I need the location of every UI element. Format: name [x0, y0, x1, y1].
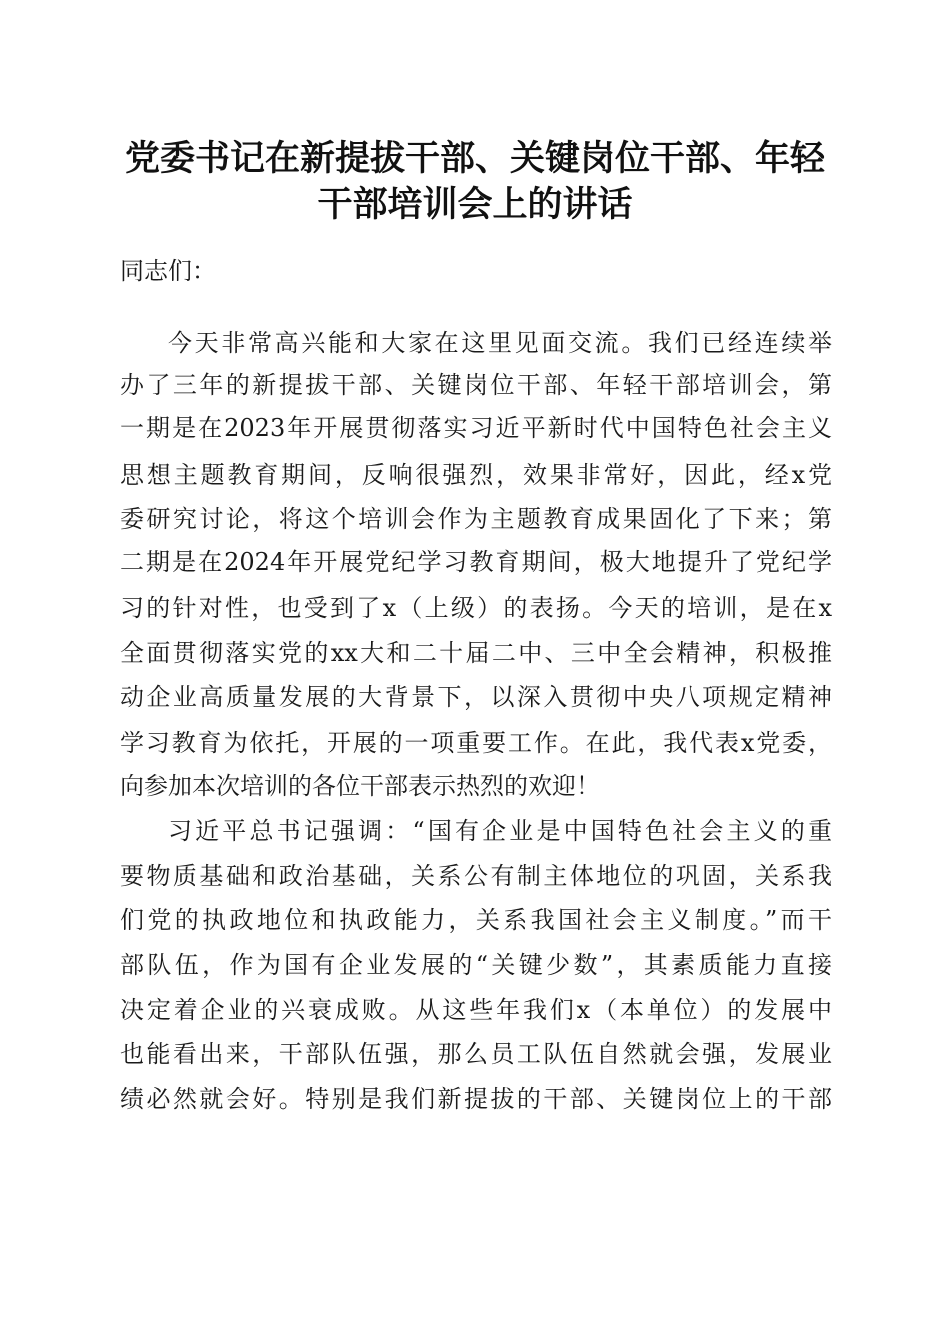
paragraph-1-line: 动企业高质量发展的大背景下，以深入贯彻中央八项规定精神 — [120, 683, 832, 711]
paragraph-1-line: 今天非常高兴能和大家在这里见面交流。我们已经连续举 — [168, 329, 832, 357]
paragraph-2-line: 习近平总书记强调：“国有企业是中国特色社会主义的重 — [168, 817, 832, 845]
paragraph-1-line: 全面贯彻落实党的xx大和二十届二中、三中全会精神，积极推 — [120, 639, 832, 667]
paragraph-1-line: 办了三年的新提拔干部、关键岗位干部、年轻干部培训会，第 — [120, 371, 832, 399]
paragraph-1-line: 二期是在2024年开展党纪学习教育期间，极大地提升了党纪学 — [120, 548, 832, 576]
paragraph-2-line: 也能看出来，干部队伍强，那么员工队伍自然就会强，发展业 — [120, 1040, 832, 1068]
paragraph-1-line: 一期是在2023年开展贯彻落实习近平新时代中国特色社会主义 — [120, 414, 832, 442]
document-title-line-2: 干部培训会上的讲话 — [317, 184, 633, 225]
paragraph-1-line: 委研究讨论，将这个培训会作为主题教育成果固化了下来；第 — [120, 505, 832, 533]
paragraph-1-line: 向参加本次培训的各位干部表示热烈的欢迎！ — [120, 772, 600, 800]
paragraph-2-line: 决定着企业的兴衰成败。从这些年我们x（本单位）的发展中 — [120, 996, 832, 1024]
paragraph-1-line: 习的针对性，也受到了x（上级）的表扬。今天的培训，是在x — [120, 594, 832, 622]
document-title-line-1: 党委书记在新提拔干部、关键岗位干部、年轻 — [124, 138, 825, 179]
paragraph-1-line: 思想主题教育期间，反响很强烈，效果非常好，因此，经x党 — [120, 461, 832, 489]
paragraph-2-line: 要物质基础和政治基础，关系公有制主体地位的巩固，关系我 — [120, 862, 832, 890]
paragraph-2-line: 们党的执政地位和执政能力，关系我国社会主义制度。”而干 — [120, 906, 832, 934]
paragraph-2-line: 绩必然就会好。特别是我们新提拔的干部、关键岗位上的干部 — [120, 1085, 832, 1113]
salutation: 同志们： — [120, 257, 216, 285]
paragraph-2-line: 部队伍，作为国有企业发展的“关键少数”，其素质能力直接 — [120, 951, 832, 979]
paragraph-1-line: 学习教育为依托，开展的一项重要工作。在此，我代表x党委， — [120, 729, 832, 757]
